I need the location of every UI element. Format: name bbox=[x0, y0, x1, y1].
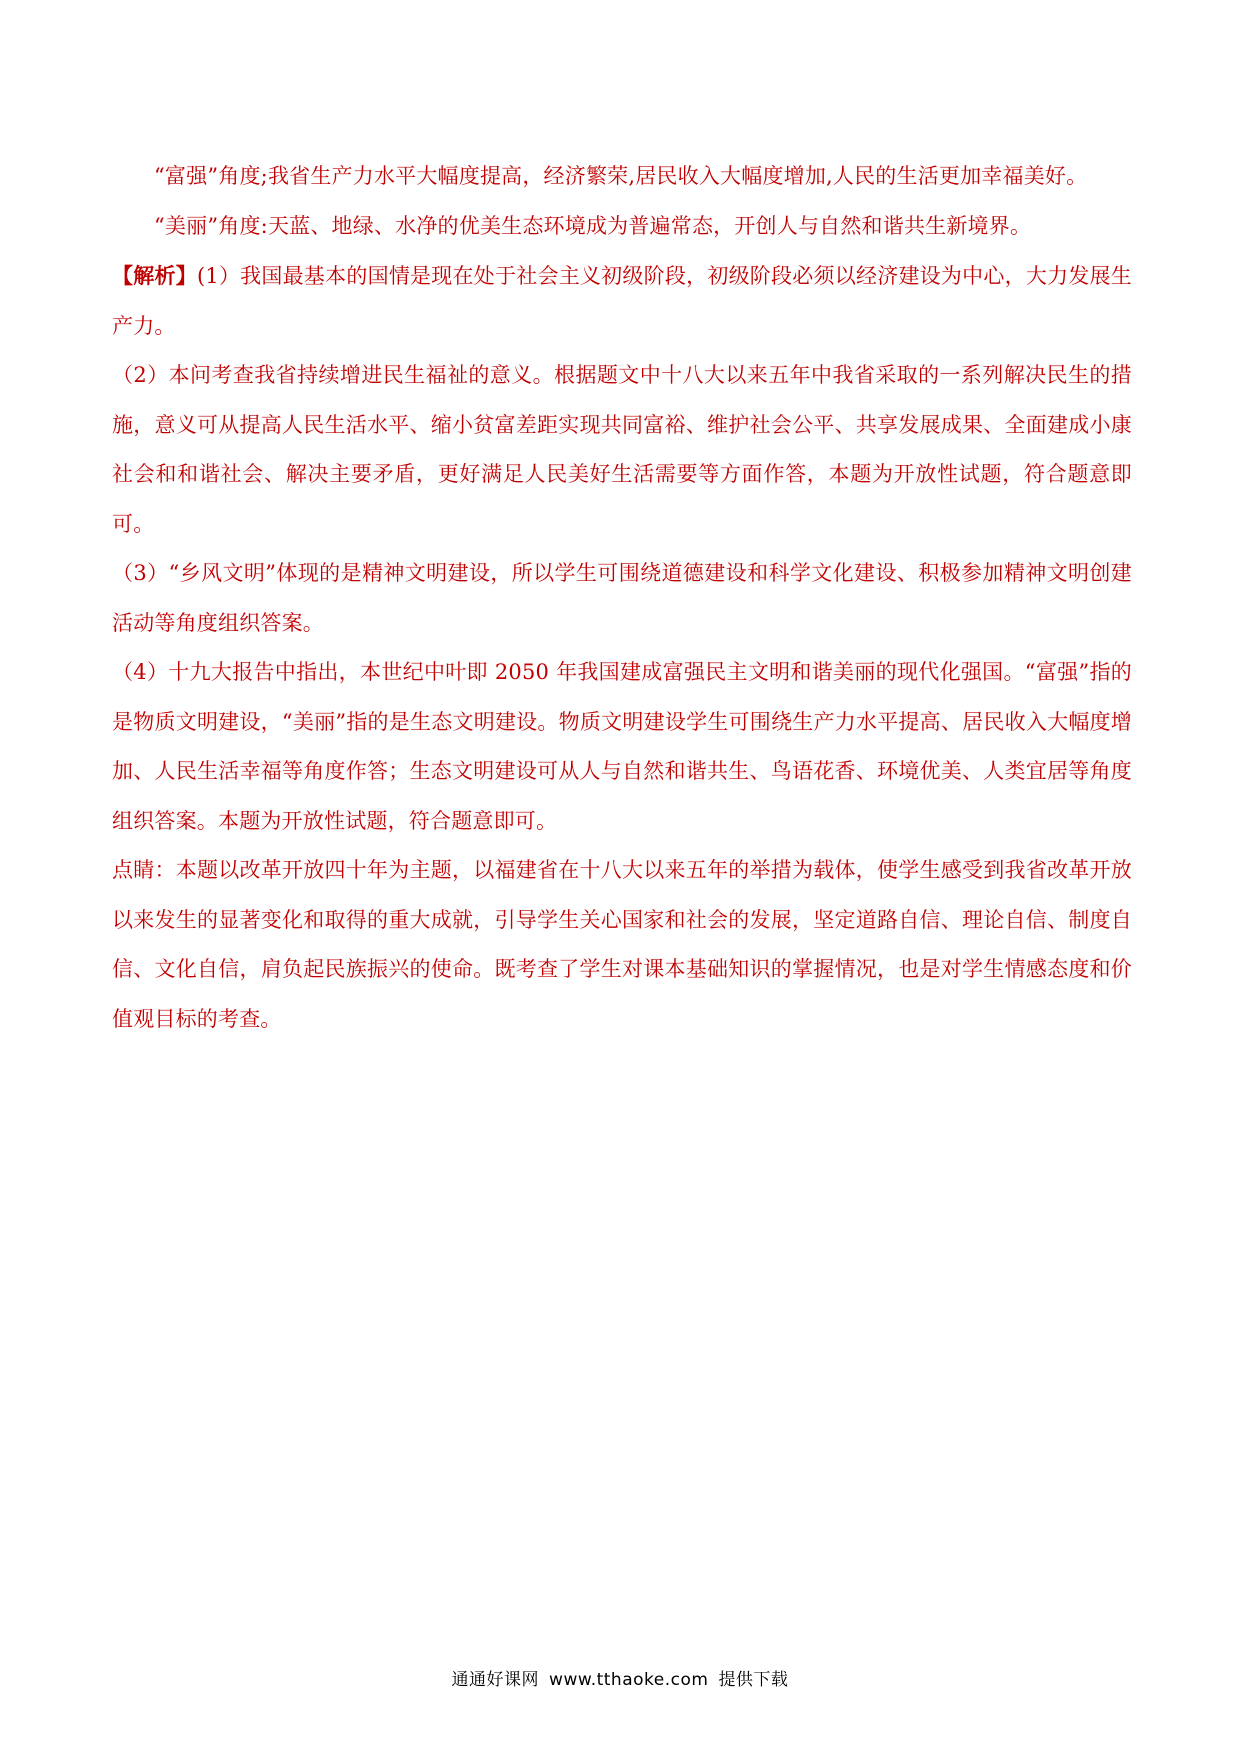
document-body bbox=[112, 152, 1132, 1044]
footer-url[interactable]: www.tthaoke.com bbox=[549, 1670, 709, 1690]
analysis-paragraph-2: （2）本问考查我省持续增进民生福祉的意义。根据题文中十八大以来五年中我省采取的一系列解决民生的措施，意义可从提高人民生活水平、缩小贫富差距实现共同富裕、维护社会公平、共享发展成果、全面建成小康社会和和谐社会、解决主要矛盾，更好满足人民美好生活需要等方面作答，本题为开放性试题，符合题意即可。 bbox=[112, 363, 1132, 536]
footer-suffix: 提供下载 bbox=[718, 1670, 789, 1690]
analysis-paragraph-3: （3）“乡风文明”体现的是精神文明建设，所以学生可围绕道德建设和科学文化建设、积极参加精神文明创建活动等角度组织答案。 bbox=[112, 561, 1132, 635]
analysis-paragraph-4: （4）十九大报告中指出，本世纪中叶即 2050 年我国建成富强民主文明和谐美丽的现代化强国。“富强”指的是物质文明建设，“美丽”指的是生态文明建设。物质文明建设学生可围绕生产力水平提高、居民收入大幅度增加、人民生活幸福等角度作答；生态文明建设可从人与自然和谐共生、鸟语花香、环境优美、人类宜居等角度组织答案。本题为开放性试题，符合题意即可。 bbox=[112, 660, 1132, 833]
answer-paragraph-beauty: “美丽”角度:天蓝、地绿、水净的优美生态环境成为普遍常态，开创人与自然和谐共生新境界。 bbox=[154, 213, 1032, 238]
answer-paragraph-prosperity: “富强”角度;我省生产力水平大幅度提高，经济繁荣,居民收入大幅度增加,人民的生活更加幸福美好。 bbox=[154, 164, 1088, 188]
analysis-text-1: (1）我国最基本的国情是现在处于社会主义初级阶段，初级阶段必须以经济建设为中心，大力发展生产力。 bbox=[112, 264, 1132, 338]
footer-site-name: 通通好课网 bbox=[451, 1670, 540, 1690]
analysis-paragraph-1 bbox=[112, 251, 1132, 351]
analysis-label: 【解析】 bbox=[112, 263, 197, 288]
comment-paragraph: 点睛：本题以改革开放四十年为主题，以福建省在十八大以来五年的举措为载体，使学生感受到我省改革开放以来发生的显著变化和取得的重大成就，引导学生关心国家和社会的发展，坚定道路自信、理论自信、制度自信、文化自信，肩负起民族振兴的使命。既考查了学生对课本基础知识的掌握情况，也是对学生情感态度和价值观目标的考查。 bbox=[112, 858, 1132, 1031]
page-footer bbox=[0, 1665, 1240, 1690]
